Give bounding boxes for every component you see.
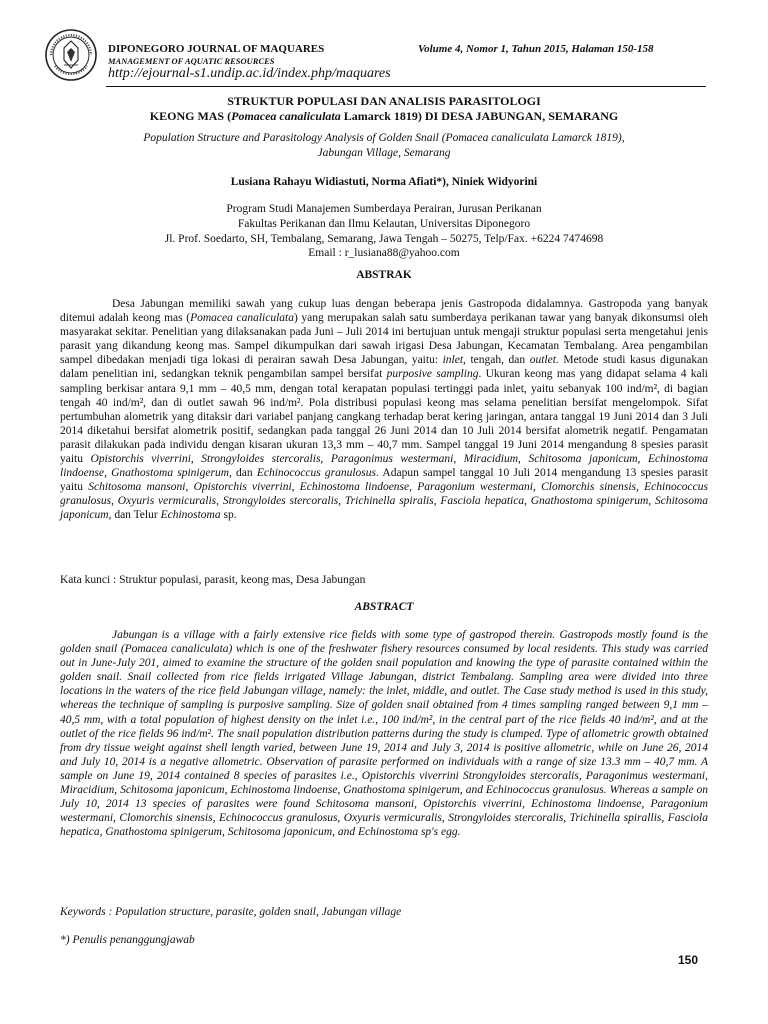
english-keywords: Keywords : Population structure, parasite, golden snail, Jabungan village — [60, 906, 402, 918]
affiliation-line: Program Studi Manajemen Sumberdaya Perairan, Jurusan Perikanan — [226, 203, 542, 215]
abstract-heading: ABSTRACT — [354, 601, 414, 613]
journal-subtitle: MANAGEMENT OF AQUATIC RESOURCES — [108, 56, 275, 66]
english-title-line-1: Population Structure and Parasitology Analysis of Golden Snail (Pomacea canaliculata Lamarck 1819), — [143, 132, 625, 144]
title-line-1: STRUKTUR POPULASI DAN ANALISIS PARASITOLOGI — [227, 94, 541, 108]
abstrak-heading: ABSTRAK — [356, 269, 412, 281]
author-list: Lusiana Rahayu Widiastuti, Norma Afiati*), Niniek Widyorini — [230, 176, 538, 188]
volume-info: Volume 4, Nomor 1, Tahun 2015, Halaman 150-158 — [418, 43, 654, 55]
corresponding-author-footnote: *) Penulis penanggungjawab — [60, 934, 195, 946]
university-seal-logo — [44, 28, 98, 82]
kata-kunci-keywords: Kata kunci : Struktur populasi, parasit, keong mas, Desa Jabungan — [60, 574, 366, 586]
title-line-2: KEONG MAS (Pomacea canaliculata Lamarck 1819) DI DESA JABUNGAN, SEMARANG — [149, 108, 619, 123]
affiliation-line: Fakultas Perikanan dan Ilmu Kelautan, Universitas Diponegoro — [237, 217, 531, 230]
header-divider — [106, 86, 706, 87]
journal-name: DIPONEGORO JOURNAL OF MAQUARES — [108, 43, 325, 55]
english-title — [60, 131, 708, 160]
journal-url-link[interactable]: http://ejournal-s1.undip.ac.id/index.php/maquares — [108, 66, 391, 81]
abstrak-paragraph: Desa Jabungan memiliki sawah yang cukup luas dengan beberapa jenis Gastropoda didalamnya. Gastropoda yang banyak ditemui adalah keong mas (Pomacea canaliculata) yang merupakan salah satu sumberdaya perikanan tawar yang banyak dikonsumsi oleh masyarakat sekitar. Penelitian yang dilaksanakan pada Juni – Juli 2014 ini bertujuan untuk mengaji struktur populasi serta mengetahui jenis parasit yang dikandung keong mas. Sampel dikumpulkan dari sawah irigasi Desa Jabungan, Kecamatan Tembalang. Area pengambilan sampel dibedakan menjadi tiga lokasi di perairan sawah Desa Jabungan, yaitu: inlet, tengah, dan outlet. Metode studi kasus digunakan dalam penelitian ini, sedangkan teknik pengambilan sampel bersifat purposive sampling. Ukuran keong mas yang didapat selama 4 kali sampling berkisar antara 9,1 mm – 40,5 mm, dengan total kerapatan populasi tertinggi pada inlet, yaitu sebanyak 100 ind/m², di bagian tengah 40 ind/m², dan di outlet sawah 96 ind/m². Pola distribusi populasi keong mas selama penelitian bersifat mengelompok. Sifat pertumbuhan alometrik yang ditaksir dari variabel panjang cangkang terhadap berat kering jaringan, antara tanggal 19 Juni 2014 dan 3 Juli 2014 diketahui bersifat alometrik positif, sedangkan pada tanggal 26 Juni 2014 dan 10 Juli 2014 bersifat alometrik negatif. Pengamatan parasit dilakukan pada individu dengan kisaran ukuran 13,3 mm – 40,7 mm. Sampel tanggal 19 Juni 2014 mengandung 8 spesies parasit yaitu Opistorchis viverrini, Strongyloides stercoralis, Paragonimus westermani, Miracidium, Schitosoma japonicum, Echinostoma lindoense, Gnathostoma spinigerum, dan Echinococcus granulosus. Adapun sampel tanggal 10 Juli 2014 mengandung 13 spesies parasit yaitu Schitosoma mansoni, Opistorchis viverrini, Echinostoma lindoense, Paragonium westermani, Clomorchis sinensis, Echinococcus granulosus, Oxyuris vermicuralis, Strongyloides stercoralis, Trichinella spiralis, Fasciola hepatica, Gnathostoma spinigerum, Schitosoma japonicum, dan Telur Echinostoma sp. — [60, 298, 709, 522]
paper-title — [60, 94, 708, 123]
abstract-paragraph: Jabungan is a village with a fairly extensive rice fields with some type of gastropod therein. Gastropods mostly found is the golden snail (Pomacea canaliculata) which is one of the freshwater fishery resources consumed by local residents. This study was carried out in June-July 201, aimed to examine the structure of the golden snail population and knowing the type of parasite contained within the golden snail. Snail collected from rice fields irrigated Village Jabungan, district Tembalang. Sampling area were divided into three locations in the waters of the rice field Jabungan village, namely: the inlet, middle, and outlet. The Case study method is used in this study, whereas the technique of sampling is purposive sampling. Size of golden snail obtained from 4 times sampling ranged between 9,1 mm – 40,5 mm, with a total population of highest density on the inlet i.e., 100 ind/m², in the central part of the rice fields 40 ind/m², and at the outlet of the rice fields 96 ind/m². The snail population distribution patterns during the study is clumped. Type of allometric growth obtained from dry tissue weight against shell length varied, between June 19, 2014 and July 3, 2014 is positive allometric, while on June 26, 2014 and July 10, 2014 is a negative allometric. Observation of parasite performed on individuals with a range of size 13.3 mm – 40,7 mm. A sample on June 19, 2014 contained 8 species of parasites i.e., Opistorchis viverrini Strongyloides stercoralis, Paragonimus westermani, Miracidium, Schitosoma japonicum, Echinostoma lindoense, Gnathostoma spinigerum, and Echinococcus granulosus. Whereas a sample on July 10, 2014 13 species of parasites were found Schitosoma mansoni, Opistorchis viverrini, Echinostoma lindoense, Paragonium westermani, Clomorchis sinensis, Echinococcus granulosus, Oxyuris vermicuralis, Strongyloides stercoralis, Trichinella spirallis, Fasciola hepatica, Gnathostoma spinigerum, Schitosoma japonicum, and Echinostoma sp's egg. — [60, 629, 708, 839]
email-line: Email : r_lusiana88@yahoo.com — [308, 247, 460, 260]
affiliation-line: Jl. Prof. Soedarto, SH, Tembalang, Semarang, Jawa Tengah – 50275, Telp/Fax. +6224 7474698 — [164, 232, 604, 245]
english-title-line-2: Jabungan Village, Semarang — [317, 146, 451, 159]
affiliation — [60, 202, 708, 261]
page-number: 150 — [678, 953, 699, 967]
